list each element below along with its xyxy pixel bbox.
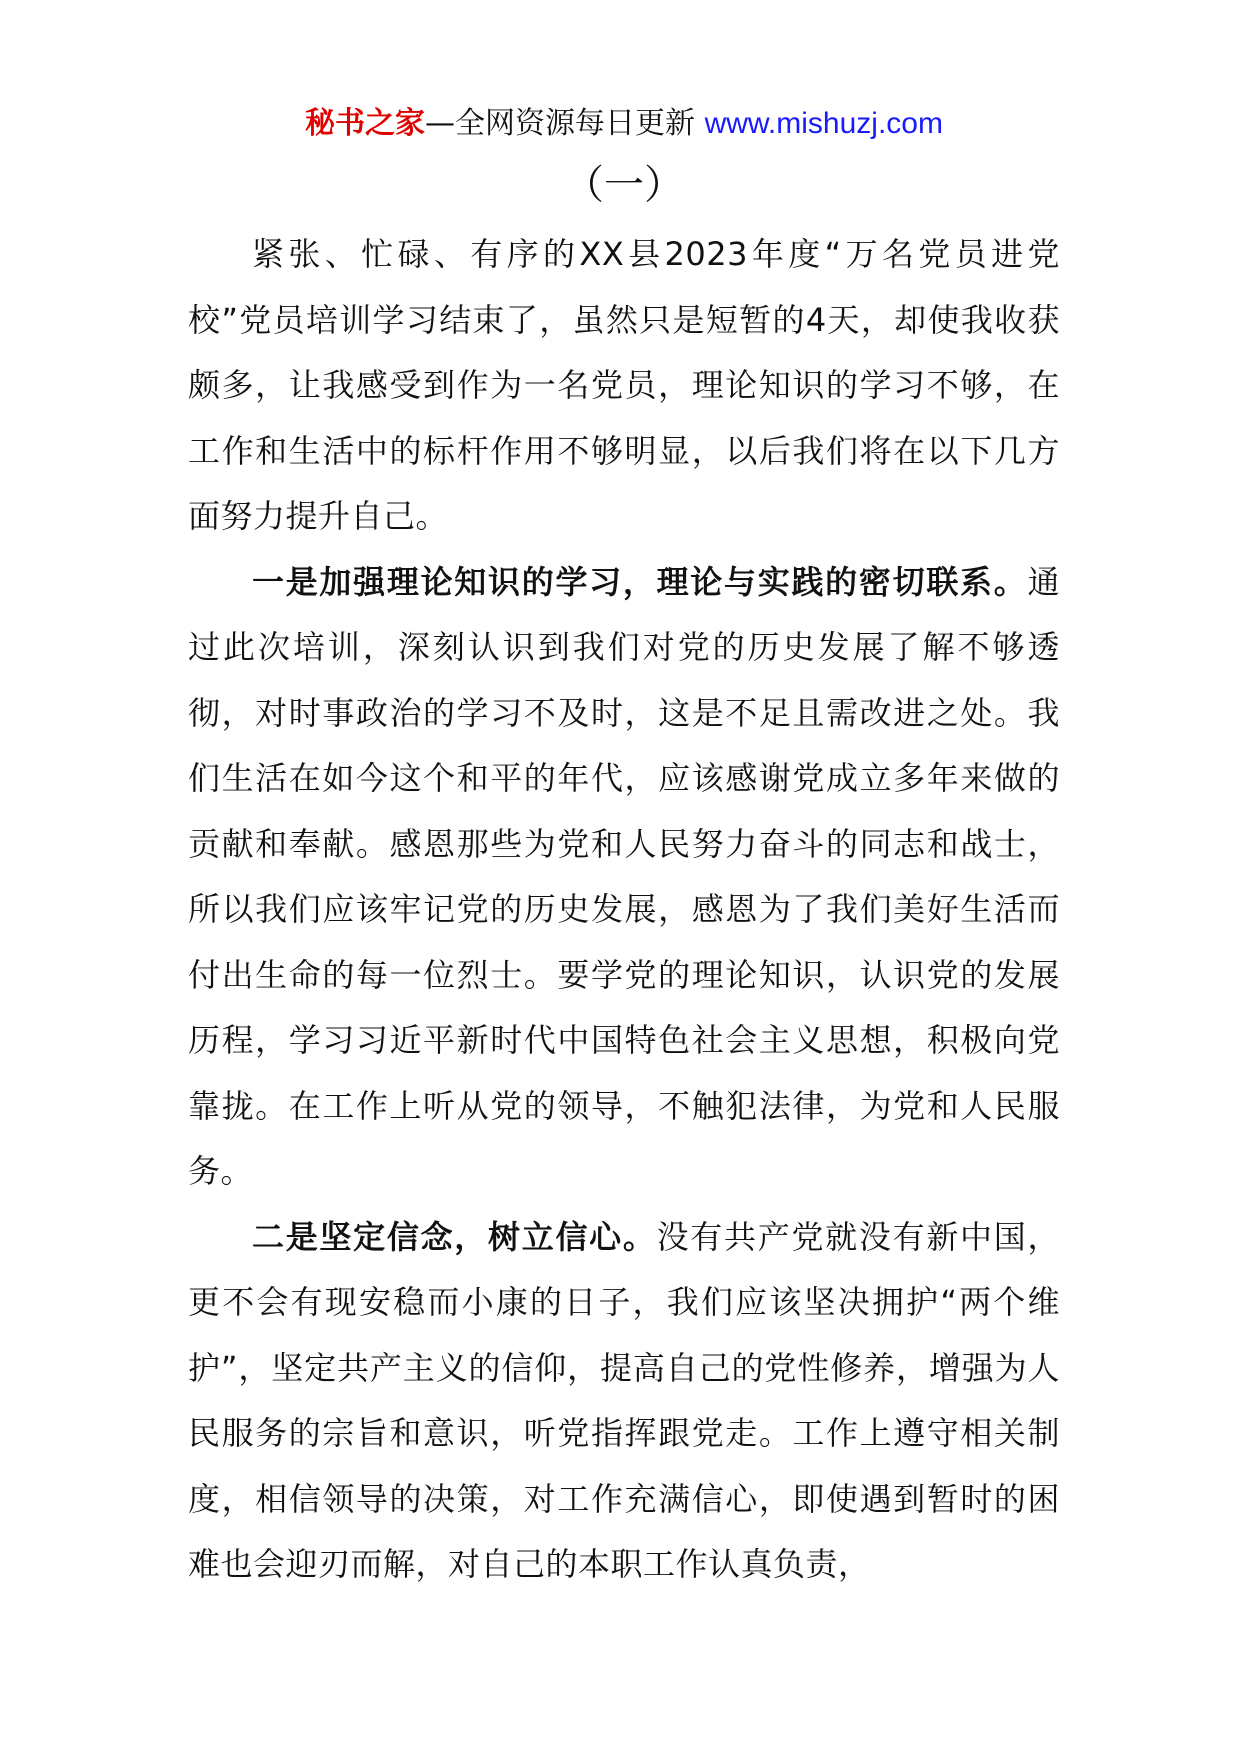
document-page bbox=[188, 100, 1060, 1598]
paragraph-text: 紧张、忙碌、有序的XX县2023年度“万名党员进党校”党员培训学习结束了，虽然只是短暂的4天，却使我收获颇多，让我感受到作为一名党员，理论知识的学习不够，在工作和生活中的标杆作用不够明显，以后我们将在以下几方面努力提升自己。 bbox=[188, 235, 1060, 535]
section-title: （一） bbox=[564, 162, 684, 208]
paragraph-lead: 二是坚定信念，树立信心。 bbox=[252, 1217, 657, 1256]
paragraph-point-one bbox=[188, 550, 1060, 1205]
paragraph-lead: 一是加强理论知识的学习，理论与实践的密切联系。 bbox=[252, 562, 1028, 601]
site-header bbox=[188, 100, 1060, 148]
paragraph-intro bbox=[188, 222, 1060, 550]
paragraph-text: 通过此次培训，深刻认识到我们对党的历史发展了解不够透彻，对时事政治的学习不及时，这是不足且需改进之处。我们生活在如今这个和平的年代，应该感谢党成立多年来做的贡献和奉献。感恩那些为党和人民努力奋斗的同志和战士，所以我们应该牢记党的历史发展，感恩为了我们美好生活而付出生命的每一位烈士。要学党的理论知识，认识党的发展历程，学习习近平新时代中国特色社会主义思想，积极向党靠拢。在工作上听从党的领导，不触犯法律，为党和人民服务。 bbox=[188, 562, 1060, 1190]
paragraph-text: 没有共产党就没有新中国，更不会有现安稳而小康的日子，我们应该坚决拥护“两个维护”，坚定共产主义的信仰，提高自己的党性修养，增强为人民服务的宗旨和意识，听党指挥跟党走。工作上遵守相关制度，相信领导的决策，对工作充满信心，即使遇到暂时的困难也会迎刃而解，对自己的本职工作认真负责， bbox=[188, 1217, 1060, 1583]
site-url-link[interactable]: www.mishuzj.com bbox=[704, 107, 943, 140]
header-tagline: —全网资源每日更新 bbox=[425, 106, 705, 141]
brand-name: 秘书之家 bbox=[305, 106, 426, 141]
paragraph-point-two bbox=[188, 1205, 1060, 1598]
